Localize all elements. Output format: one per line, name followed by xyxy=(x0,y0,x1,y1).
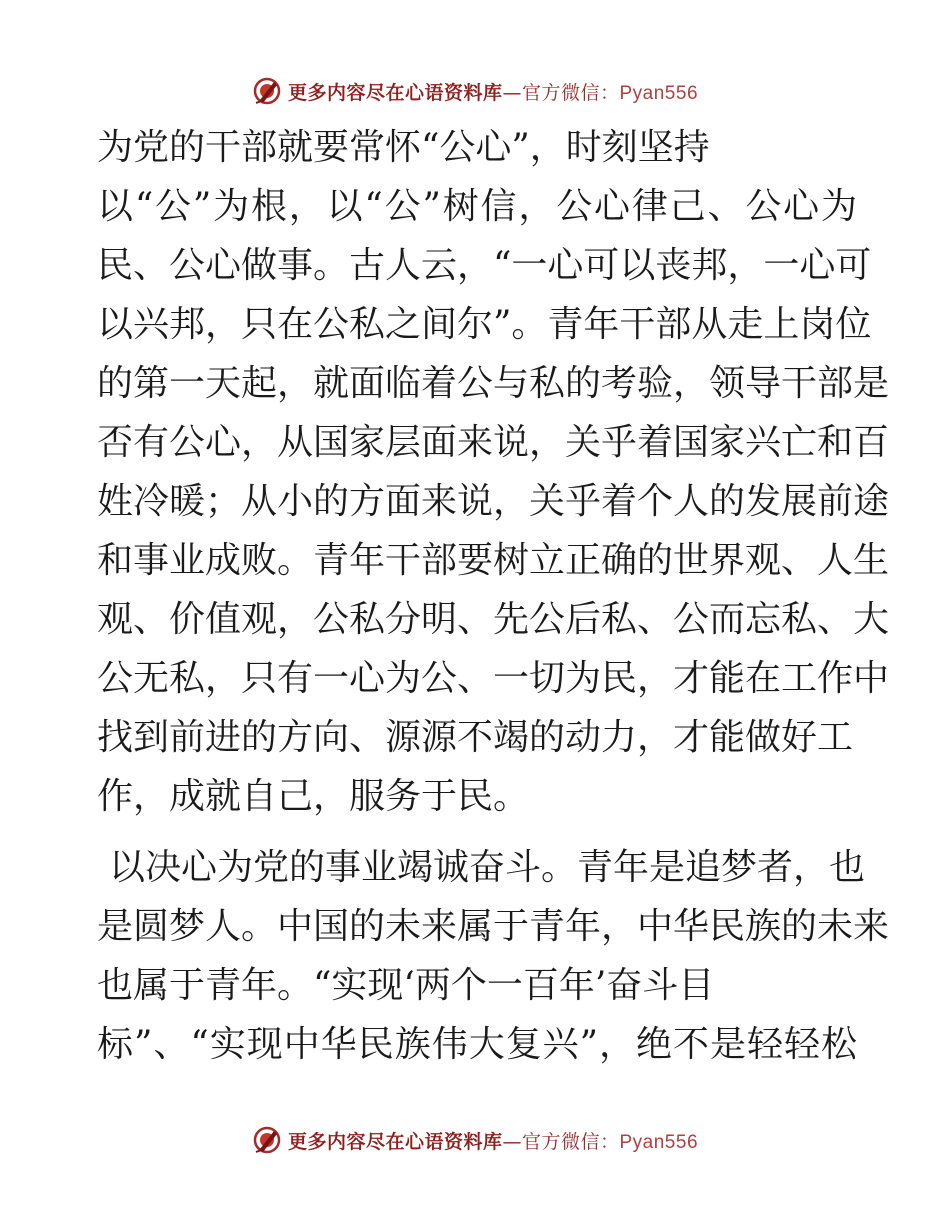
text-line: 和事业成败。青年干部要树立正确的世界观、人生 xyxy=(97,540,890,581)
pen-logo-icon xyxy=(252,1125,282,1155)
watermark-wechat-id: Pyan556 xyxy=(619,1131,699,1153)
document-body xyxy=(97,118,890,1074)
text-line: 标”、“实现中华民族伟大复兴”，绝不是轻轻松 xyxy=(97,1024,857,1065)
text-line: 民、公心做事。古人云，“一心可以丧邦，一心可 xyxy=(97,245,872,286)
paragraph-gap xyxy=(97,826,857,838)
footer-watermark xyxy=(0,1120,950,1160)
watermark-wechat-id: Pyan556 xyxy=(619,82,699,104)
watermark-wechat-label: 官方微信： xyxy=(521,81,620,104)
text-line: 以决心为党的事业竭诚奋斗。青年是追梦者，也 xyxy=(109,847,866,888)
text-line: 作，成就自己，服务于民。 xyxy=(97,776,530,817)
text-line: 姓冷暖；从小的方面来说，关乎着个人的发展前途 xyxy=(97,481,890,522)
paragraph-1 xyxy=(97,118,890,826)
watermark-brand: 更多内容尽在心语资料库 xyxy=(287,1130,503,1153)
text-line: 观、价值观，公私分明、先公后私、公而忘私、大 xyxy=(97,599,890,640)
text-line: 为党的干部就要常怀“公心”，时刻坚持 xyxy=(97,127,710,168)
text-line: 是圆梦人。中国的未来属于青年，中华民族的未来 xyxy=(97,906,890,947)
text-line: 以兴邦，只在公私之间尔”。青年干部从走上岗位 xyxy=(97,304,872,345)
header-watermark xyxy=(0,71,950,111)
watermark-separator: — xyxy=(502,1130,522,1153)
text-line: 以“公”为根，以“公”树信，公心律己、公心为 xyxy=(97,186,857,227)
text-line: 公无私，只有一心为公、一切为民，才能在工作中 xyxy=(97,658,890,699)
paragraph-2 xyxy=(97,838,890,1074)
text-line: 否有公心，从国家层面来说，关乎着国家兴亡和百 xyxy=(97,422,890,463)
watermark-separator: — xyxy=(502,81,522,104)
pen-logo-icon xyxy=(252,76,282,106)
text-line: 的第一天起，就面临着公与私的考验，领导干部是 xyxy=(97,363,890,404)
watermark-brand: 更多内容尽在心语资料库 xyxy=(287,81,503,104)
watermark-wechat-label: 官方微信： xyxy=(521,1130,620,1153)
text-line: 也属于青年。“实现‘两个一百年’奋斗目 xyxy=(97,965,715,1006)
text-line: 找到前进的方向、源源不竭的动力，才能做好工 xyxy=(97,717,854,758)
